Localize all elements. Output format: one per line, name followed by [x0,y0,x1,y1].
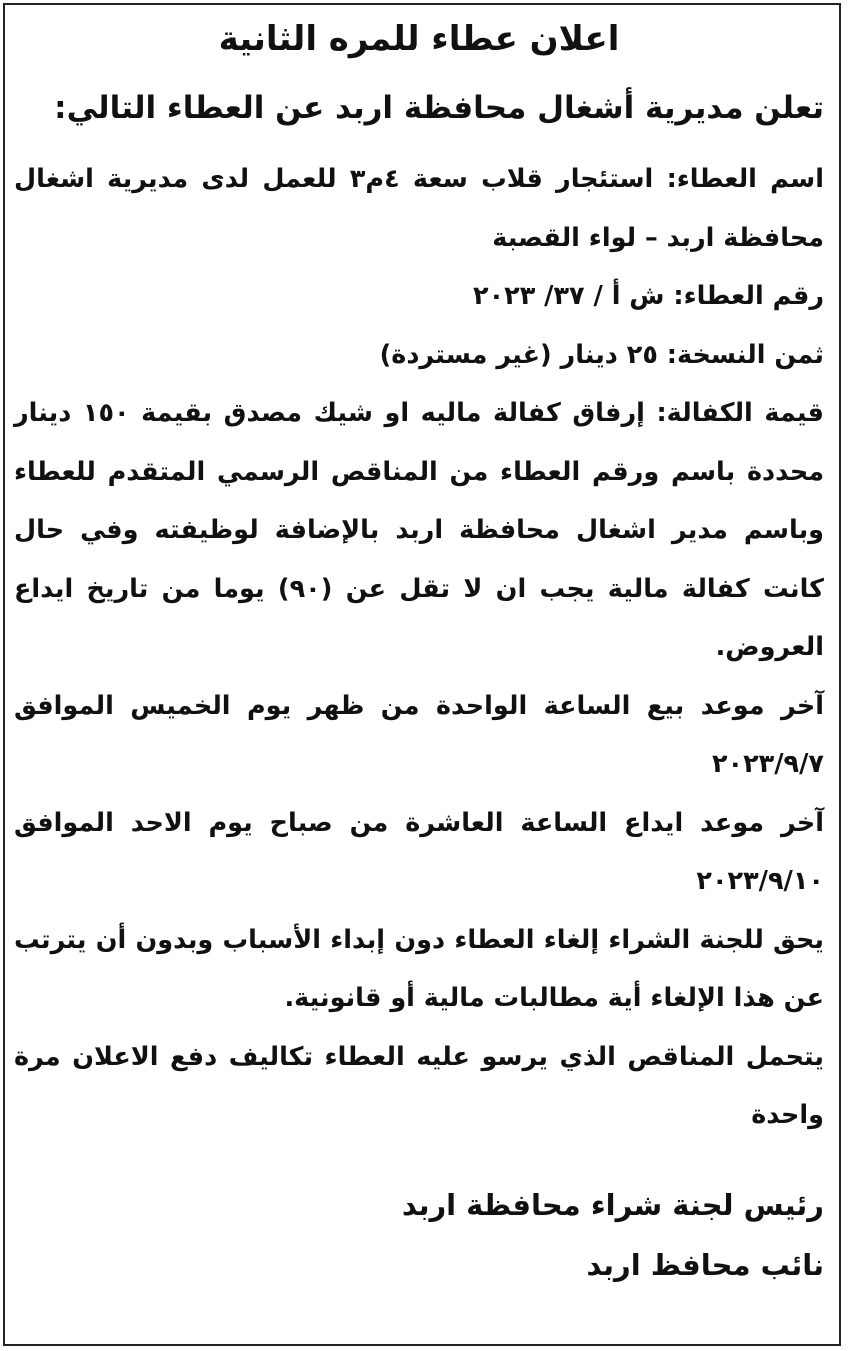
signature-line-1: رئيس لجنة شراء محافظة اربد [401,1187,824,1222]
tender-name-value: استئجار قلاب سعة ٤م٣ للعمل لدى مديرية اشغال محافظة اربد – لواء القصبة [14,164,824,253]
tender-number-value: ش أ / ٣٧/ ٢٠٢٣ [473,281,665,311]
tender-name-label: اسم العطاء: [666,164,824,194]
guarantee-label: قيمة الكفالة: [656,398,825,428]
guarantee [14,384,824,677]
submission-deadline: آخر موعد ايداع الساعة العاشرة من صباح يوم الاحد الموافق ٢٠٢٣/٩/١٠ [14,807,824,896]
sale-deadline: آخر موعد بيع الساعة الواحدة من ظهر يوم الخميس الموافق ٢٠٢٣/٩/٧ [14,690,824,779]
cancellation-note: يحق للجنة الشراء إلغاء العطاء دون إبداء الأسباب وبدون أن يترتب عن هذا الإلغاء أية مطالبات مالية أو قانونية. [14,924,824,1013]
tender-number [14,267,824,326]
copy-price-value: ٢٥ دينار (غير مستردة) [379,339,658,370]
copy-price [14,326,824,385]
tender-name [14,150,824,267]
signature-block [14,1175,824,1295]
copy-price-label: ثمن النسخة: [666,339,824,370]
signature-line-2: نائب محافظ اربد [586,1247,824,1282]
ad-cost-note: يتحمل المناقص الذي يرسو عليه العطاء تكاليف دفع الاعلان مرة واحدة [14,1041,824,1130]
announcement-intro: تعلن مديرية أشغال محافظة اربد عن العطاء التالي: [54,90,824,126]
guarantee-value: إرفاق كفالة ماليه او شيك مصدق بقيمة ١٥٠ دينار محددة باسم ورقم العطاء من المناقص الرسمي المتقدم للعطاء وباسم مدير اشغال محافظة اربد بالإضافة لوظيفته وفي حال كانت كفالة مالية يجب ان لا تقل عن (٩٠) يوما من تاريخ ايداع العروض. [14,398,824,662]
tender-number-label: رقم العطاء: [673,281,824,311]
announcement [14,8,824,1295]
announcement-title: اعلان عطاء للمره الثانية [218,19,620,59]
